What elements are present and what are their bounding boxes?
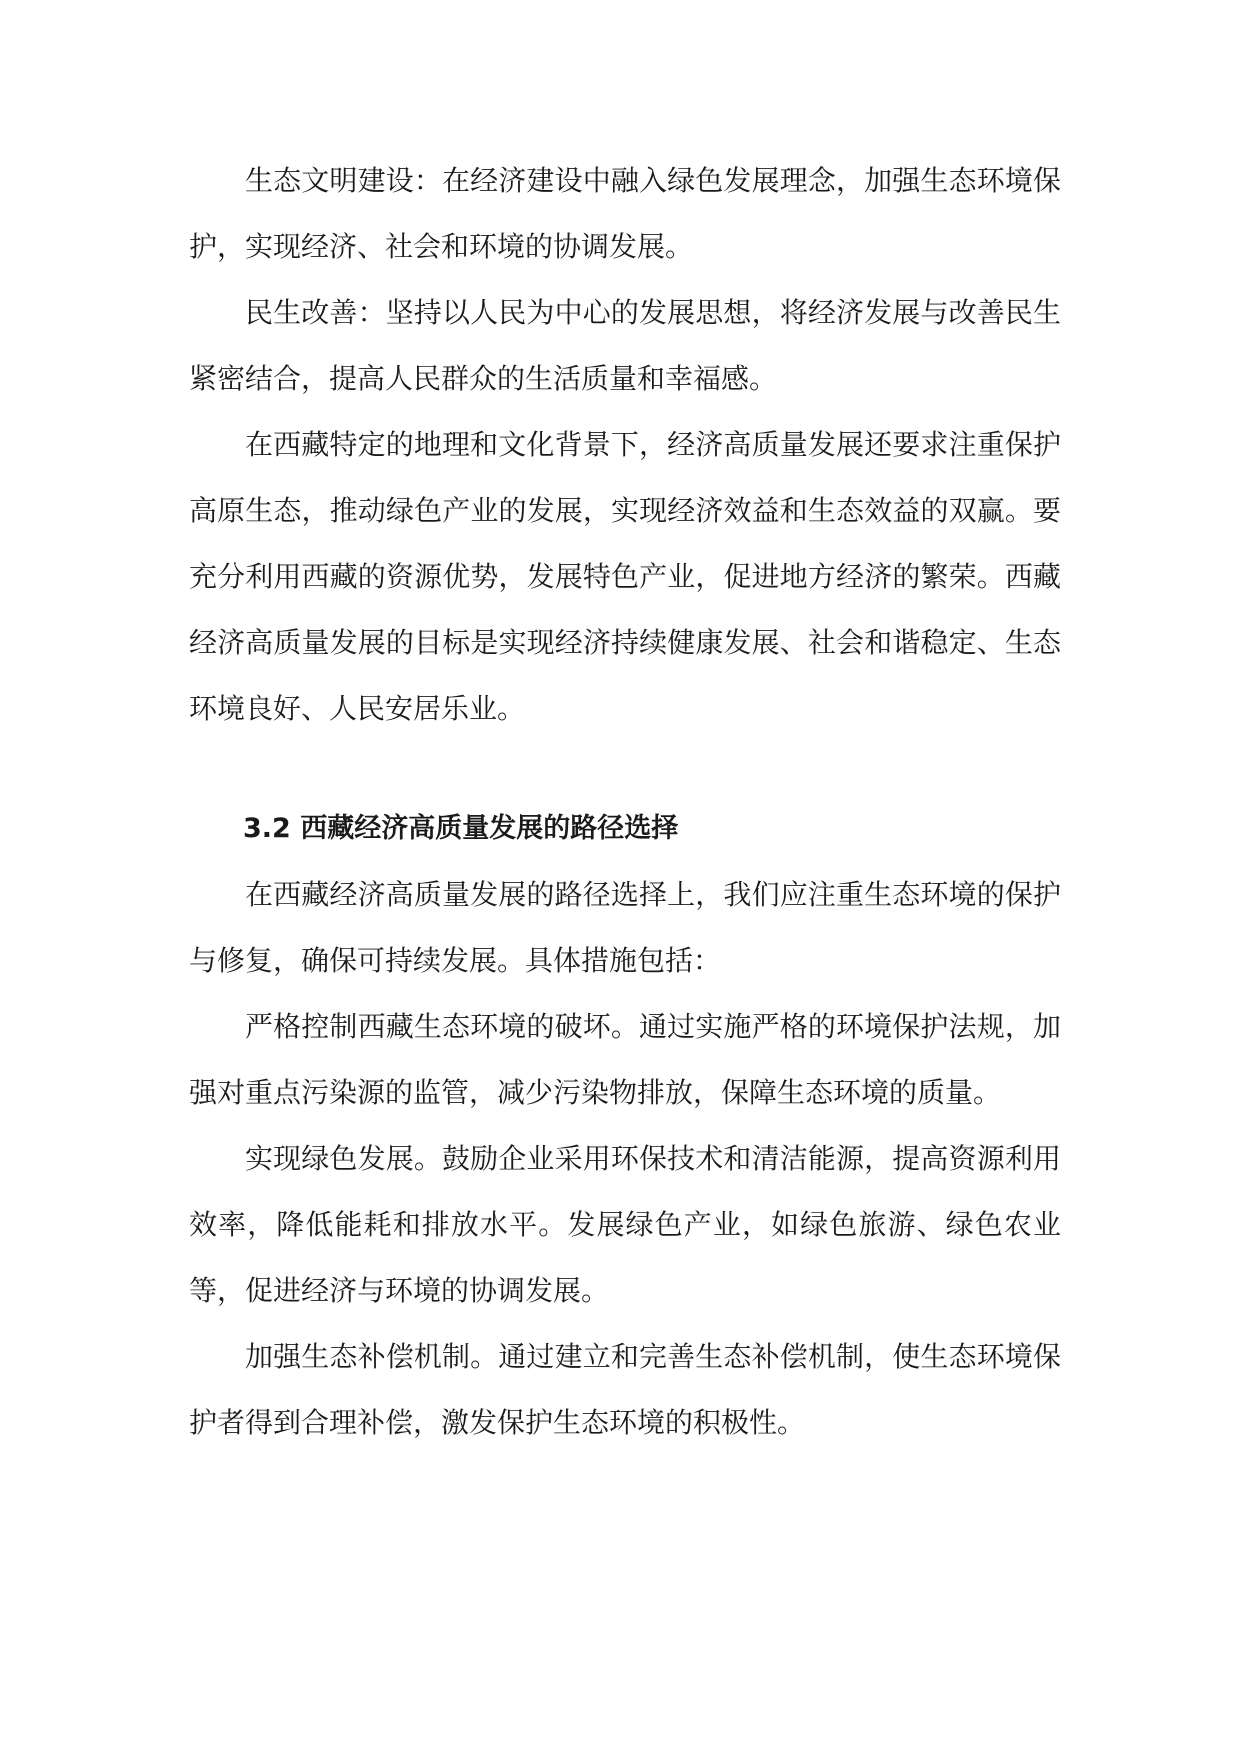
paragraph-ecological-civilization: 生态文明建设：在经济建设中融入绿色发展理念，加强生态环境保护，实现经济、社会和环境的协调发展。 (189, 164, 1061, 263)
paragraph-tibet-background: 在西藏特定的地理和文化背景下，经济高质量发展还要求注重保护高原生态，推动绿色产业的发展，实现经济效益和生态效益的双赢。要充分利用西藏的资源优势，发展特色产业，促进地方经济的繁荣。西藏经济高质量发展的目标是实现经济持续健康发展、社会和谐稳定、生态环境良好、人民安居乐业。 (189, 428, 1061, 725)
paragraph-livelihood: 民生改善：坚持以人民为中心的发展思想，将经济发展与改善民生紧密结合，提高人民群众的生活质量和幸福感。 (189, 296, 1061, 395)
paragraph-strict-control: 严格控制西藏生态环境的破坏。通过实施严格的环境保护法规，加强对重点污染源的监管，减少污染物排放，保障生态环境的质量。 (189, 1010, 1061, 1109)
section-heading: 3.2 西藏经济高质量发展的路径选择 (243, 813, 679, 844)
paragraph-path-selection: 在西藏经济高质量发展的路径选择上，我们应注重生态环境的保护与修复，确保可持续发展。具体措施包括： (189, 878, 1061, 977)
document-body (189, 148, 1061, 1456)
paragraph-ecological-compensation: 加强生态补偿机制。通过建立和完善生态补偿机制，使生态环境保护者得到合理补偿，激发保护生态环境的积极性。 (189, 1340, 1061, 1439)
paragraph-green-development: 实现绿色发展。鼓励企业采用环保技术和清洁能源，提高资源利用效率，降低能耗和排放水平。发展绿色产业，如绿色旅游、绿色农业等，促进经济与环境的协调发展。 (189, 1142, 1061, 1307)
